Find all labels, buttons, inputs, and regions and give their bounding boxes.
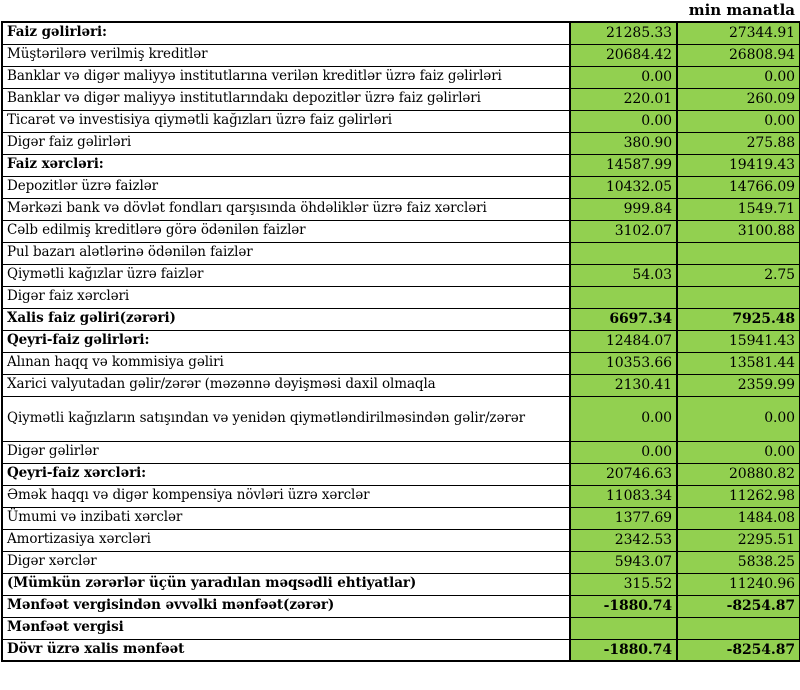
row-label: Mənfəət vergisi — [2, 617, 570, 639]
table-row — [2, 463, 800, 485]
value-cell-col2: 3100.88 — [677, 220, 800, 242]
value-cell-col1: 14587.99 — [570, 154, 677, 176]
value-cell-col1: 54.03 — [570, 264, 677, 286]
value-cell-col2: 14766.09 — [677, 176, 800, 198]
value-cell-col1: -1880.74 — [570, 639, 677, 661]
row-label: Cəlb edilmiş kreditlərə görə ödənilən faizlər — [2, 220, 570, 242]
table-row — [2, 198, 800, 220]
table-row — [2, 132, 800, 154]
row-label: Ümumi və inzibati xərclər — [2, 507, 570, 529]
value-cell-col2: 2295.51 — [677, 529, 800, 551]
value-cell-col2: 7925.48 — [677, 308, 800, 330]
row-label: Digər faiz gəlirləri — [2, 132, 570, 154]
value-cell-col2: -8254.87 — [677, 595, 800, 617]
value-cell-col2 — [677, 242, 800, 264]
value-cell-col2: 11240.96 — [677, 573, 800, 595]
value-cell-col1: -1880.74 — [570, 595, 677, 617]
value-cell-col2: 275.88 — [677, 132, 800, 154]
row-label: Pul bazarı alətlərinə ödənilən faizlər — [2, 242, 570, 264]
row-label: (Mümkün zərərlər üçün yaradılan məqsədli ehtiyatlar) — [2, 573, 570, 595]
value-cell-col2: 27344.91 — [677, 22, 800, 44]
table-row — [2, 286, 800, 308]
value-cell-col1: 21285.33 — [570, 22, 677, 44]
value-cell-col1: 0.00 — [570, 110, 677, 132]
value-cell-col1: 999.84 — [570, 198, 677, 220]
value-cell-col2: 0.00 — [677, 396, 800, 441]
row-label: Mənfəət vergisindən əvvəlki mənfəət(zərər) — [2, 595, 570, 617]
table-row — [2, 220, 800, 242]
row-label: Müştərilərə verilmiş kreditlər — [2, 44, 570, 66]
value-cell-col1: 5943.07 — [570, 551, 677, 573]
value-cell-col1: 0.00 — [570, 441, 677, 463]
value-cell-col1: 380.90 — [570, 132, 677, 154]
row-label: Qeyri-faiz gəlirləri: — [2, 330, 570, 352]
value-cell-col1: 2130.41 — [570, 374, 677, 396]
row-label: Qiymətli kağızların satışından və yenidən qiymətləndirilməsindən gəlir/zərər — [2, 396, 570, 441]
value-cell-col1: 20684.42 — [570, 44, 677, 66]
table-body — [2, 22, 800, 661]
value-cell-col1: 220.01 — [570, 88, 677, 110]
value-cell-col2: 13581.44 — [677, 352, 800, 374]
row-label: Xarici valyutadan gəlir/zərər (məzənnə dəyişməsi daxil olmaqla — [2, 374, 570, 396]
value-cell-col1: 20746.63 — [570, 463, 677, 485]
table-row — [2, 154, 800, 176]
value-cell-col1: 2342.53 — [570, 529, 677, 551]
row-label: Mərkəzi bank və dövlət fondları qarşısında öhdəliklər üzrə faiz xərcləri — [2, 198, 570, 220]
unit-label: min manatla — [688, 1, 795, 19]
value-cell-col2: 0.00 — [677, 441, 800, 463]
value-cell-col1: 1377.69 — [570, 507, 677, 529]
value-cell-col2: 2359.99 — [677, 374, 800, 396]
value-cell-col1: 10353.66 — [570, 352, 677, 374]
value-cell-col2: 5838.25 — [677, 551, 800, 573]
row-label: Dövr üzrə xalis mənfəət — [2, 639, 570, 661]
table-row — [2, 176, 800, 198]
table-row — [2, 242, 800, 264]
row-label: Banklar və digər maliyyə institutlarına verilən kreditlər üzrə faiz gəlirləri — [2, 66, 570, 88]
row-label: Digər faiz xərcləri — [2, 286, 570, 308]
value-cell-col1: 12484.07 — [570, 330, 677, 352]
row-label: Faiz xərcləri: — [2, 154, 570, 176]
table-row — [2, 352, 800, 374]
value-cell-col2: 1549.71 — [677, 198, 800, 220]
table-row — [2, 595, 800, 617]
table-row — [2, 110, 800, 132]
value-cell-col1: 3102.07 — [570, 220, 677, 242]
table-row — [2, 617, 800, 639]
value-cell-col2: 19419.43 — [677, 154, 800, 176]
value-cell-col2: 0.00 — [677, 66, 800, 88]
value-cell-col2: 20880.82 — [677, 463, 800, 485]
value-cell-col1: 11083.34 — [570, 485, 677, 507]
table-row — [2, 330, 800, 352]
value-cell-col2: 15941.43 — [677, 330, 800, 352]
table-row — [2, 44, 800, 66]
row-label: Xalis faiz gəliri(zərəri) — [2, 308, 570, 330]
table-row — [2, 441, 800, 463]
value-cell-col1: 6697.34 — [570, 308, 677, 330]
value-cell-col2: 11262.98 — [677, 485, 800, 507]
row-label: Digər xərclər — [2, 551, 570, 573]
value-cell-col1: 0.00 — [570, 66, 677, 88]
value-cell-col1: 315.52 — [570, 573, 677, 595]
row-label: Faiz gəlirləri: — [2, 22, 570, 44]
table-row — [2, 308, 800, 330]
value-cell-col2: 26808.94 — [677, 44, 800, 66]
value-cell-col2: -8254.87 — [677, 639, 800, 661]
table-row — [2, 88, 800, 110]
table-row — [2, 485, 800, 507]
row-label: Ticarət və investisiya qiymətli kağızları üzrə faiz gəlirləri — [2, 110, 570, 132]
row-label: Digər gəlirlər — [2, 441, 570, 463]
table-row — [2, 66, 800, 88]
table-row — [2, 264, 800, 286]
value-cell-col1: 0.00 — [570, 396, 677, 441]
row-label: Qiymətli kağızlar üzrə faizlər — [2, 264, 570, 286]
value-cell-col1: 10432.05 — [570, 176, 677, 198]
value-cell-col2: 260.09 — [677, 88, 800, 110]
row-label: Banklar və digər maliyyə institutlarındakı depozitlər üzrə faiz gəlirləri — [2, 88, 570, 110]
table-row — [2, 374, 800, 396]
table-row — [2, 639, 800, 661]
table-row — [2, 551, 800, 573]
value-cell-col2: 0.00 — [677, 110, 800, 132]
table-row — [2, 396, 800, 441]
value-cell-col2: 1484.08 — [677, 507, 800, 529]
value-cell-col2 — [677, 286, 800, 308]
row-label: Qeyri-faiz xərcləri: — [2, 463, 570, 485]
table-row — [2, 573, 800, 595]
income-statement-table — [1, 21, 800, 662]
value-cell-col2 — [677, 617, 800, 639]
table-row — [2, 22, 800, 44]
table-row — [2, 529, 800, 551]
value-cell-col2: 2.75 — [677, 264, 800, 286]
value-cell-col1 — [570, 286, 677, 308]
row-label: Amortizasiya xərcləri — [2, 529, 570, 551]
row-label: Depozitlər üzrə faizlər — [2, 176, 570, 198]
value-cell-col1 — [570, 617, 677, 639]
value-cell-col1 — [570, 242, 677, 264]
row-label: Əmək haqqı və digər kompensiya növləri üzrə xərclər — [2, 485, 570, 507]
table-row — [2, 507, 800, 529]
row-label: Alınan haqq və kommisiya gəliri — [2, 352, 570, 374]
